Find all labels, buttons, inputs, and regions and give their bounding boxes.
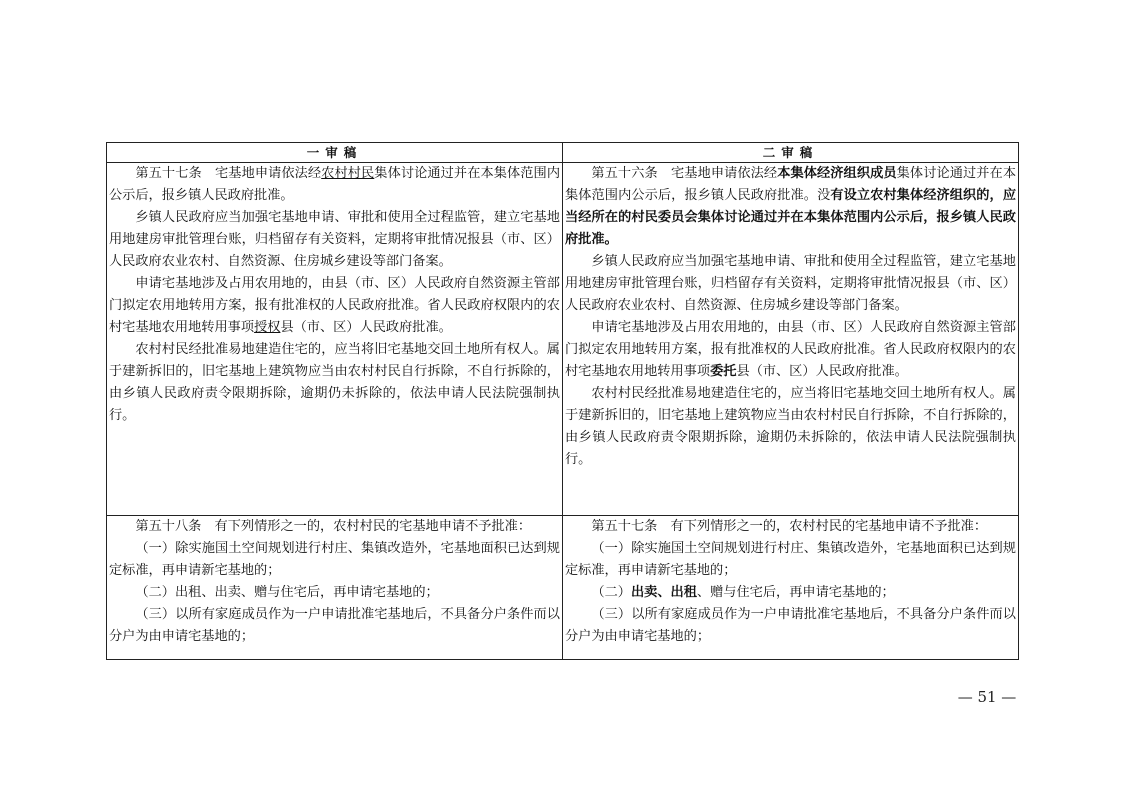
table-row	[107, 163, 1019, 516]
text-segment: 第五十六条 宅基地申请依法经	[591, 166, 778, 181]
paragraph	[565, 582, 1016, 604]
paragraph: （一）除实施国土空间规划进行村庄、集镇改造外，宅基地面积已达到规定标准，再申请新宅基地的；	[565, 541, 1016, 578]
text-segment: 集体讨论通过并在本集体范围内公示后，报乡镇人民政府批准。	[109, 166, 561, 203]
text-segment: 申请宅基地涉及占用农用地的，由县（市、区）人民政府自然资源主管部门拟定农用地转用方案，报有批准权的人民政府批准。省人民政府权限内的农村宅基地农用地转用事项	[565, 320, 1016, 379]
cell-second-draft-article	[563, 163, 1019, 516]
cell-second-draft-article	[563, 516, 1019, 660]
cell-first-draft-article	[107, 163, 563, 516]
comparison-table	[106, 142, 1019, 660]
page-number: — 51 —	[957, 688, 1017, 706]
paragraph: 第五十八条 有下列情形之一的，农村村民的宅基地申请不予批准：	[135, 519, 532, 534]
text-segment: 集体讨论通过并在本集体范围内公示后，报乡镇人民政府批准。没	[565, 166, 1017, 203]
paragraph: （三）以所有家庭成员作为一户申请批准宅基地后，不具备分户条件而以分户为由申请宅基地的；	[565, 607, 1016, 644]
table-row	[107, 516, 1019, 660]
bold-text: 委托	[710, 364, 737, 379]
paragraph: （二）出租、出卖、赠与住宅后，再申请宅基地的；	[135, 585, 439, 600]
bold-text: 有设立农村集体经济组织的，应当经所在的村民委员会集体讨论通过并在本集体范围内公示后，报乡镇人民政府批准。	[565, 188, 1017, 247]
paragraph	[565, 317, 1016, 383]
paragraph: （三）以所有家庭成员作为一户申请批准宅基地后，不具备分户条件而以分户为由申请宅基地的；	[109, 607, 560, 644]
table-header-row	[107, 143, 1019, 163]
text-segment: 、赠与住宅后，再申请宅基地的；	[696, 585, 895, 600]
header-second-draft: 二审稿	[563, 143, 1019, 163]
cell-first-draft-article	[107, 516, 563, 660]
paragraph: 农村村民经批准易地建造住宅的，应当将旧宅基地交回土地所有权人。属于建新拆旧的，旧宅基地上建筑物应当由农村村民自行拆除，不自行拆除的，由乡镇人民政府责令限期拆除，逾期仍未拆除的，依法申请人民法院强制执行。	[565, 386, 1016, 467]
paragraph: 农村村民经批准易地建造住宅的，应当将旧宅基地交回土地所有权人。属于建新拆旧的，旧宅基地上建筑物应当由农村村民自行拆除，不自行拆除的，由乡镇人民政府责令限期拆除，逾期仍未拆除的，依法申请人民法院强制执行。	[109, 342, 560, 423]
paragraph	[109, 163, 560, 207]
text-segment: 申请宅基地涉及占用农用地的，由县（市、区）人民政府自然资源主管部门拟定农用地转用方案，报有批准权的人民政府批准。省人民政府权限内的农村宅基地农用地转用事项	[109, 276, 560, 335]
underlined-text: 农村村民	[321, 166, 375, 181]
underlined-text: 授权	[254, 320, 281, 335]
paragraph: 乡镇人民政府应当加强宅基地申请、审批和使用全过程监管，建立宅基地用地建房审批管理台账，归档留存有关资料，定期将审批情况报县（市、区）人民政府农业农村、自然资源、住房城乡建设等部门备案。	[109, 210, 560, 269]
paragraph: （一）除实施国土空间规划进行村庄、集镇改造外，宅基地面积已达到规定标准，再申请新宅基地的；	[109, 541, 560, 578]
text-segment: 县（市、区）人民政府批准。	[736, 364, 908, 379]
paragraph: 第五十七条 有下列情形之一的，农村村民的宅基地申请不予批准：	[591, 519, 988, 534]
paragraph: 乡镇人民政府应当加强宅基地申请、审批和使用全过程监管，建立宅基地用地建房审批管理台账，归档留存有关资料，定期将审批情况报县（市、区）人民政府农业农村、自然资源、住房城乡建设等部门备案。	[565, 254, 1016, 313]
text-segment: （二）	[591, 585, 631, 600]
paragraph	[109, 273, 560, 339]
header-first-draft: 一审稿	[107, 143, 563, 163]
paragraph	[565, 163, 1016, 251]
text-segment: 县（市、区）人民政府批准。	[280, 320, 452, 335]
bold-text: 本集体经济组织成员	[777, 166, 897, 181]
bold-text: 出卖、出租	[630, 585, 697, 600]
text-segment: 第五十七条 宅基地申请依法经	[135, 166, 322, 181]
